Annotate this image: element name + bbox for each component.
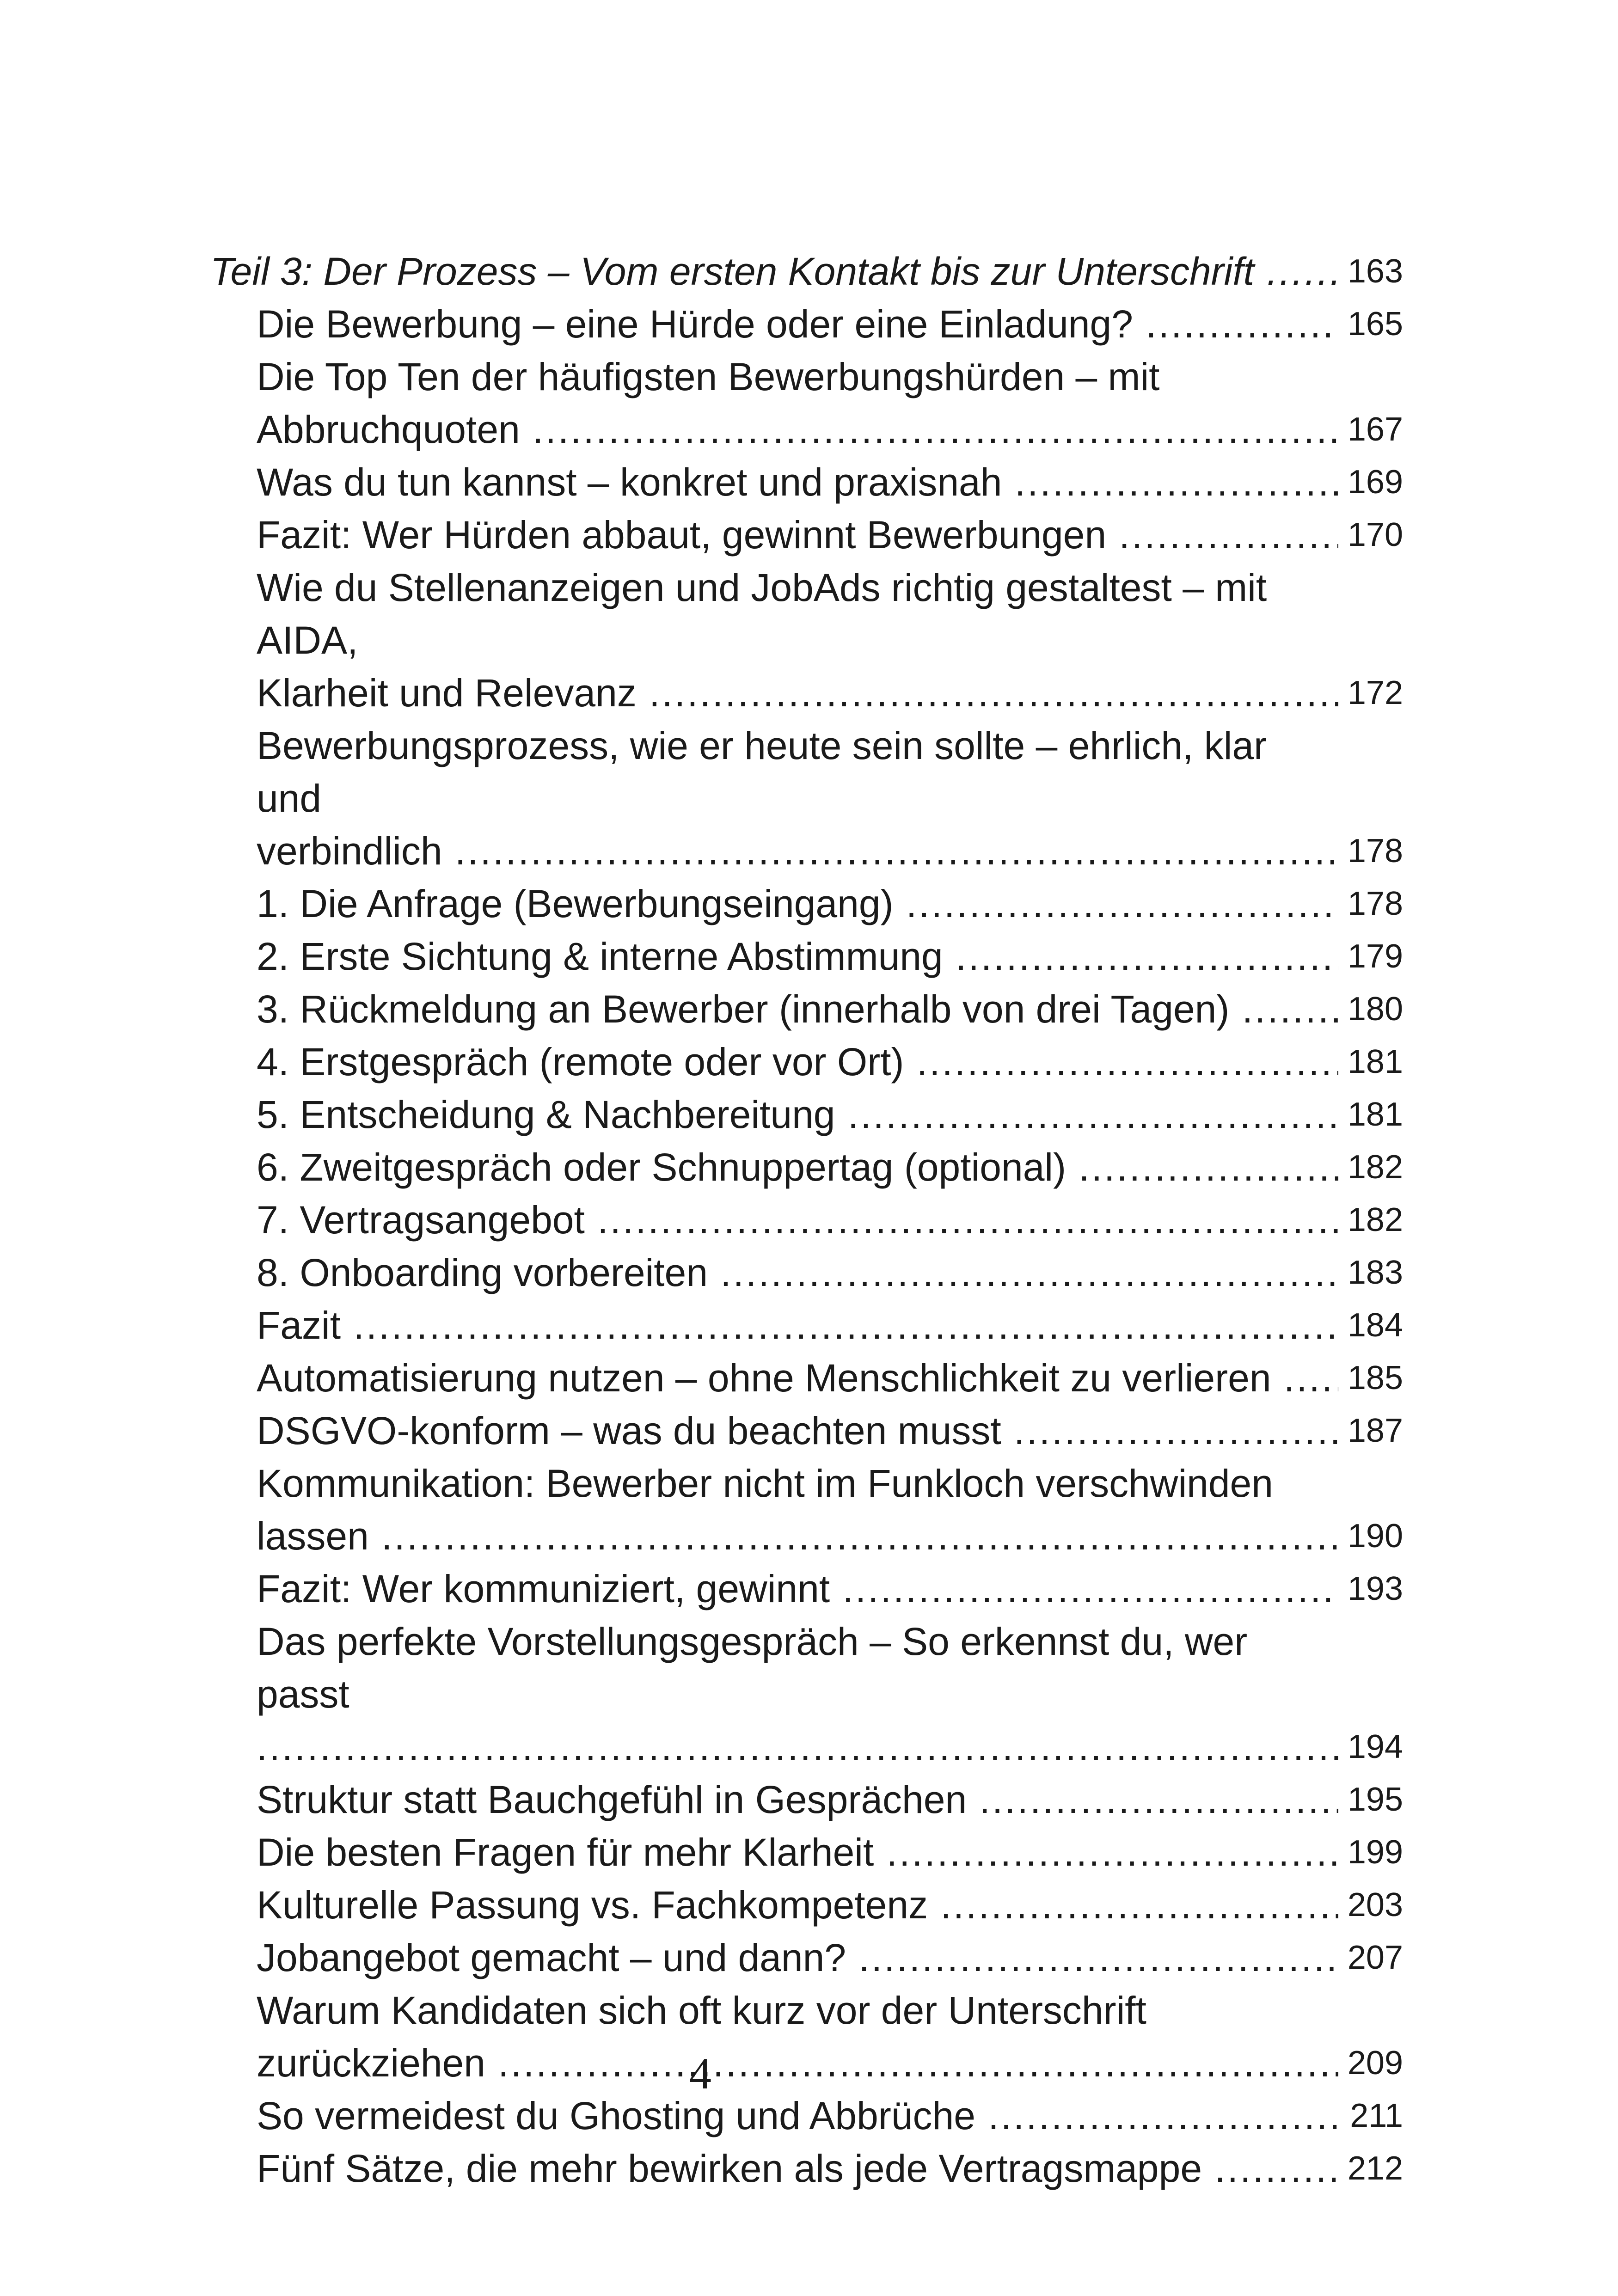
toc-entry[interactable] [210,1035,1403,1088]
toc-entry-title-line1: Das perfekte Vorstellungsgespräch – So erkennst du, wer passt [257,1620,1248,1716]
toc-page-number: 209 [1338,2037,1403,2089]
toc-entry[interactable] [210,1404,1403,1457]
toc-entry-title: Struktur statt Bauchgefühl in Gesprächen ..... [257,1778,1403,1821]
toc-entry[interactable] [210,877,1403,930]
toc-entry[interactable] [210,719,1403,877]
toc-entry[interactable] [210,561,1403,719]
toc-entry-title: Die Bewerbung – eine Hürde oder eine Einladung? ..... [257,302,1403,346]
toc-entry[interactable] [210,1194,1403,1246]
toc-page-number: 179 [1338,930,1403,983]
toc-page-number: 199 [1338,1826,1403,1879]
toc-entry[interactable] [210,1562,1403,1615]
toc-entry[interactable] [210,350,1403,456]
toc-page-number: 178 [1338,825,1403,877]
toc-page-number: 172 [1338,667,1403,719]
toc-entry[interactable] [210,508,1403,561]
toc-entry-title-line1: Bewerbungsprozess, wie er heute sein sollte – ehrlich, klar und [257,724,1267,820]
toc-page-number: 193 [1338,1562,1403,1615]
toc-page-number: 180 [1338,983,1403,1035]
toc-entry-title: 5. Entscheidung & Nachbereitung ..... [257,1093,1403,1136]
toc-entry-title: Fünf Sätze, die mehr bewirken als jede Vertragsmappe ..... [257,2147,1403,2190]
toc-entry[interactable] [210,1826,1403,1879]
toc-entry-title: 6. Zweitgespräch oder Schnuppertag (optional) ..... [257,1145,1403,1189]
toc-page-number: 167 [1338,403,1403,456]
toc-entry-title-line1: Warum Kandidaten sich oft kurz vor der Unterschrift [257,1989,1146,2032]
toc-page-number: 207 [1338,1931,1403,1984]
toc-page-number: 195 [1338,1773,1403,1826]
toc-page-number: 183 [1338,1246,1403,1299]
toc-entry[interactable] [210,1299,1403,1352]
toc-page-number: 181 [1338,1088,1403,1141]
toc-page-number: 182 [1338,1141,1403,1194]
toc-entry[interactable] [210,983,1403,1035]
toc-page-number: 185 [1338,1352,1403,1404]
toc-entry-title: 7. Vertragsangebot ..... [257,1198,1403,1242]
toc-entry[interactable] [210,1457,1403,1562]
toc-page-number: 182 [1338,1194,1403,1246]
toc-entry-title: zurückziehen ..... [257,2041,1338,2085]
toc-page-number: 187 [1338,1404,1403,1457]
toc-entry-title: lassen ..... [257,1514,1338,1558]
toc-entry-title: Klarheit und Relevanz ..... [257,671,1338,715]
toc-entry[interactable] [210,1246,1403,1299]
page-number-folio: 4 [689,2049,711,2098]
toc-entry-title: So vermeidest du Ghosting und Abbrüche ..... [257,2094,1403,2137]
toc-page-number: 170 [1338,508,1403,561]
toc-entry-title-line1: Die Top Ten der häufigsten Bewerbungshürden – mit [257,355,1160,398]
toc-entry[interactable] [210,1879,1403,1931]
toc-entry-title: Fazit: Wer Hürden abbaut, gewinnt Bewerbungen ..... [257,513,1403,557]
toc-entry-title: Jobangebot gemacht – und dann? ..... [257,1936,1403,1979]
toc-entry-title: DSGVO-konform – was du beachten musst ..... [257,1409,1403,1452]
toc-entry[interactable] [210,1773,1403,1826]
toc-page-number: 203 [1338,1879,1403,1931]
toc-entry-title: 3. Rückmeldung an Bewerber (innerhalb von drei Tagen) ..... [257,987,1403,1031]
toc-entry[interactable] [210,930,1403,983]
toc-entry[interactable] [210,1352,1403,1404]
toc-entry-title-line1: Kommunikation: Bewerber nicht im Funkloch verschwinden [257,1462,1273,1505]
toc-entry[interactable] [210,2142,1403,2195]
toc-entry-title: 1. Die Anfrage (Bewerbungseingang) ..... [257,882,1403,925]
toc-entry-title: 2. Erste Sichtung & interne Abstimmung ..... [257,935,1403,978]
toc-entry-title: Abbruchquoten ..... [257,408,1338,451]
toc-entry-title: Kulturelle Passung vs. Fachkompetenz ..... [257,1883,1403,1927]
toc-entry-title: verbindlich ..... [257,829,1338,873]
toc-entry-title: Fazit: Wer kommuniziert, gewinnt ..... [257,1567,1403,1610]
toc-page-number: 163 [1338,245,1403,298]
toc-entry[interactable] [210,1931,1403,1984]
toc-entry-title: Die besten Fragen für mehr Klarheit ..... [257,1831,1403,1874]
toc-entry[interactable] [210,298,1403,350]
toc-page-number: 212 [1338,2142,1403,2195]
toc-page-number: 169 [1338,456,1403,508]
toc-entry-title: Fazit ..... [257,1304,1403,1347]
toc-page-number: 194 [1338,1720,1403,1773]
toc-page-number: 178 [1338,877,1403,930]
toc-page-number: 190 [1338,1510,1403,1562]
toc-entry[interactable] [210,1141,1403,1194]
toc-entry-title: Was du tun kannst – konkret und praxisnah ..... [257,460,1403,504]
table-of-contents [210,245,1403,2195]
toc-entry[interactable] [210,1088,1403,1141]
toc-part-heading[interactable] [210,245,1403,298]
toc-page-number: 211 [1338,2089,1403,2142]
toc-page-number: 165 [1338,298,1403,350]
toc-page-number: 181 [1338,1035,1403,1088]
toc-entry-title: 8. Onboarding vorbereiten ..... [257,1251,1403,1294]
toc-entry-title-line1: Wie du Stellenanzeigen und JobAds richtig gestaltest – mit AIDA, [257,566,1267,662]
toc-page-number: 184 [1338,1299,1403,1352]
toc-entry-title: Automatisierung nutzen – ohne Menschlichkeit zu verlieren ..... [257,1356,1403,1400]
toc-entry-title: 4. Erstgespräch (remote oder vor Ort) ..... [257,1040,1403,1084]
toc-entry[interactable] [210,456,1403,508]
toc-entry[interactable] [210,1615,1403,1773]
toc-part-title: Teil 3: Der Prozess – Vom ersten Kontakt bis zur Unterschrift ..... [210,250,1403,293]
toc-entry-title [257,1725,1338,1769]
